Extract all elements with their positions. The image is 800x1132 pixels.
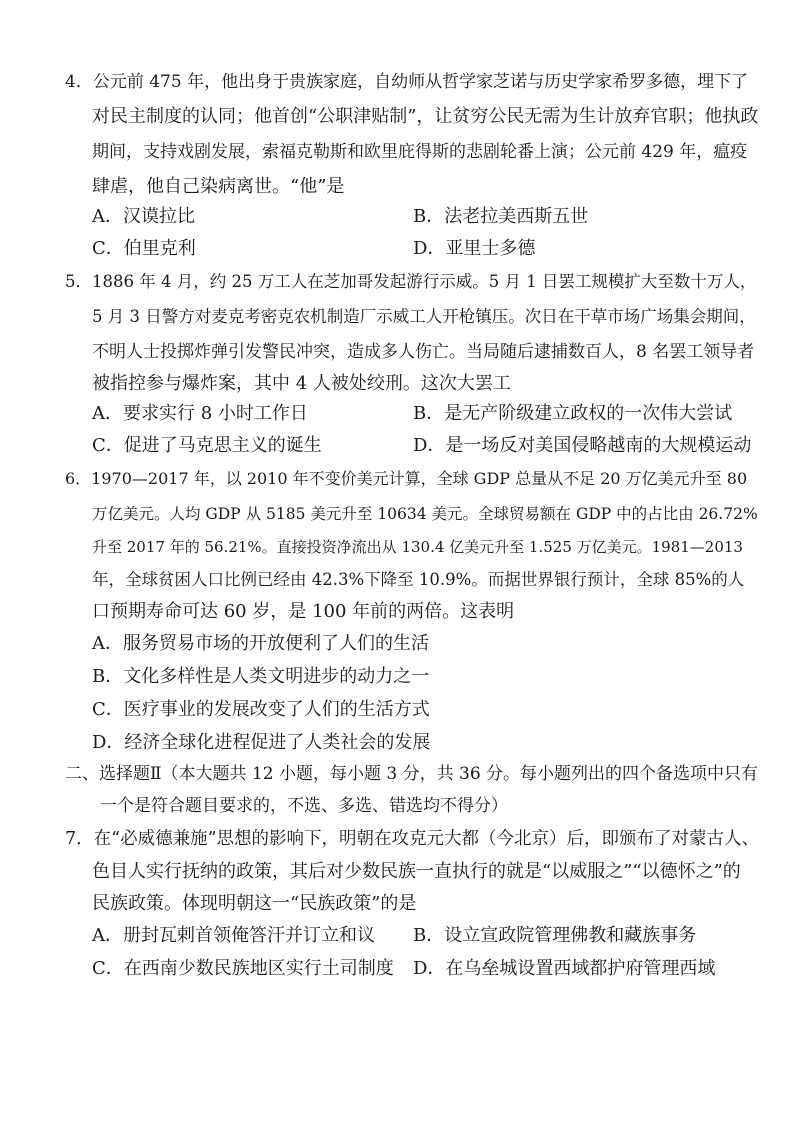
question-text-line: 色目人实行抚纳的政策，其后对少数民族一直执行的就是“以威服之”“以德怀之”的 <box>92 861 741 882</box>
option-b: B．法老拉美西斯五世 <box>413 206 589 227</box>
question-text-line: 5．1886 年 4 月，约 25 万工人在芝加哥发起游行示威。5 月 1 日罢工规模扩大至数十万人， <box>65 272 757 291</box>
option-a: A．册封瓦剌首领俺答汗并订立和议 <box>92 925 375 946</box>
option-c: C．促进了马克思主义的诞生 <box>92 435 322 456</box>
question-text-line: 4．公元前 475 年，他出身于贵族家庭，自幼师从哲学家芝诺与历史学家希罗多德，埋下了 <box>65 72 749 92</box>
question-text-line: 6．1970—2017 年，以 2010 年不变价美元计算，全球 GDP 总量从不足 20 万亿美元升至 80 <box>65 469 748 488</box>
question-text-line: 口预期寿命可达 60 岁，是 100 年前的两倍。这表明 <box>92 601 515 622</box>
option-d: D．是一场反对美国侵略越南的大规模运动 <box>413 435 752 456</box>
question-text-line: 年，全球贫困人口比例已经由 42.3%下降至 10.9%。而据世界银行预计，全球 85%的人 <box>92 570 745 589</box>
option-d: D．亚里士多德 <box>413 238 536 259</box>
option-b: B．是无产阶级建立政权的一次伟大尝试 <box>413 403 733 424</box>
option-a: A．要求实行 8 小时工作日 <box>92 403 308 424</box>
question-text-line: 升至 2017 年的 56.21%。直接投资净流出从 130.4 亿美元升至 1.525 万亿美元。1981—2013 <box>92 538 743 556</box>
option-c: C．在西南少数民族地区实行土司制度 <box>92 958 394 979</box>
question-text-line: 不明人士投掷炸弹引发警民冲突，造成多人伤亡。当局随后逮捕数百人，8 名罢工领导者 <box>92 342 755 362</box>
option-c: C．医疗事业的发展改变了人们的生活方式 <box>92 699 430 720</box>
section-title: 二、选择题Ⅱ（本大题共 12 小题，每小题 3 分，共 36 分。每小题列出的四个备选项中只有 <box>65 764 759 784</box>
section-instructions: 一个是符合题目要求的，不选、多选、错选均不得分） <box>100 796 508 816</box>
question-text-line: 7．在“必威德兼施”思想的影响下，明朝在攻克元大都（今北京）后，即颁布了对蒙古人、 <box>65 829 760 849</box>
option-b: B．设立宣政院管理佛教和藏族事务 <box>413 925 697 946</box>
option-d: D．经济全球化进程促进了人类社会的发展 <box>92 732 431 753</box>
option-a: A．汉谟拉比 <box>92 206 195 227</box>
question-text-line: 肆虐，他自己染病离世。“他”是 <box>92 176 345 197</box>
question-text-line: 被指控参与爆炸案，其中 4 人被处绞刑。这次大罢工 <box>92 373 511 394</box>
question-text-line: 对民主制度的认同；他首创“公职津贴制”，让贫穷公民无需为生计放弃官职；他执政 <box>92 106 759 127</box>
option-a: A．服务贸易市场的开放便利了人们的生活 <box>92 633 429 654</box>
option-c: C．伯里克利 <box>92 238 196 259</box>
question-text-line: 5 月 3 日警方对麦克考密克农机制造厂示威工人开枪镇压。次日在干草市场广场集会期间， <box>92 307 756 326</box>
option-b: B．文化多样性是人类文明进步的动力之一 <box>92 666 430 687</box>
question-text-line: 民族政策。体现明朝这一“民族政策”的是 <box>92 893 417 914</box>
option-d: D．在乌垒城设置西域都护府管理西域 <box>413 958 716 979</box>
question-text-line: 期间，支持戏剧发展，索福克勒斯和欧里庇得斯的悲剧轮番上演；公元前 429 年，瘟疫 <box>92 142 748 162</box>
question-text-line: 万亿美元。人均 GDP 从 5185 美元升至 10634 美元。全球贸易额在 GDP 中的占比由 26.72% <box>92 505 758 523</box>
